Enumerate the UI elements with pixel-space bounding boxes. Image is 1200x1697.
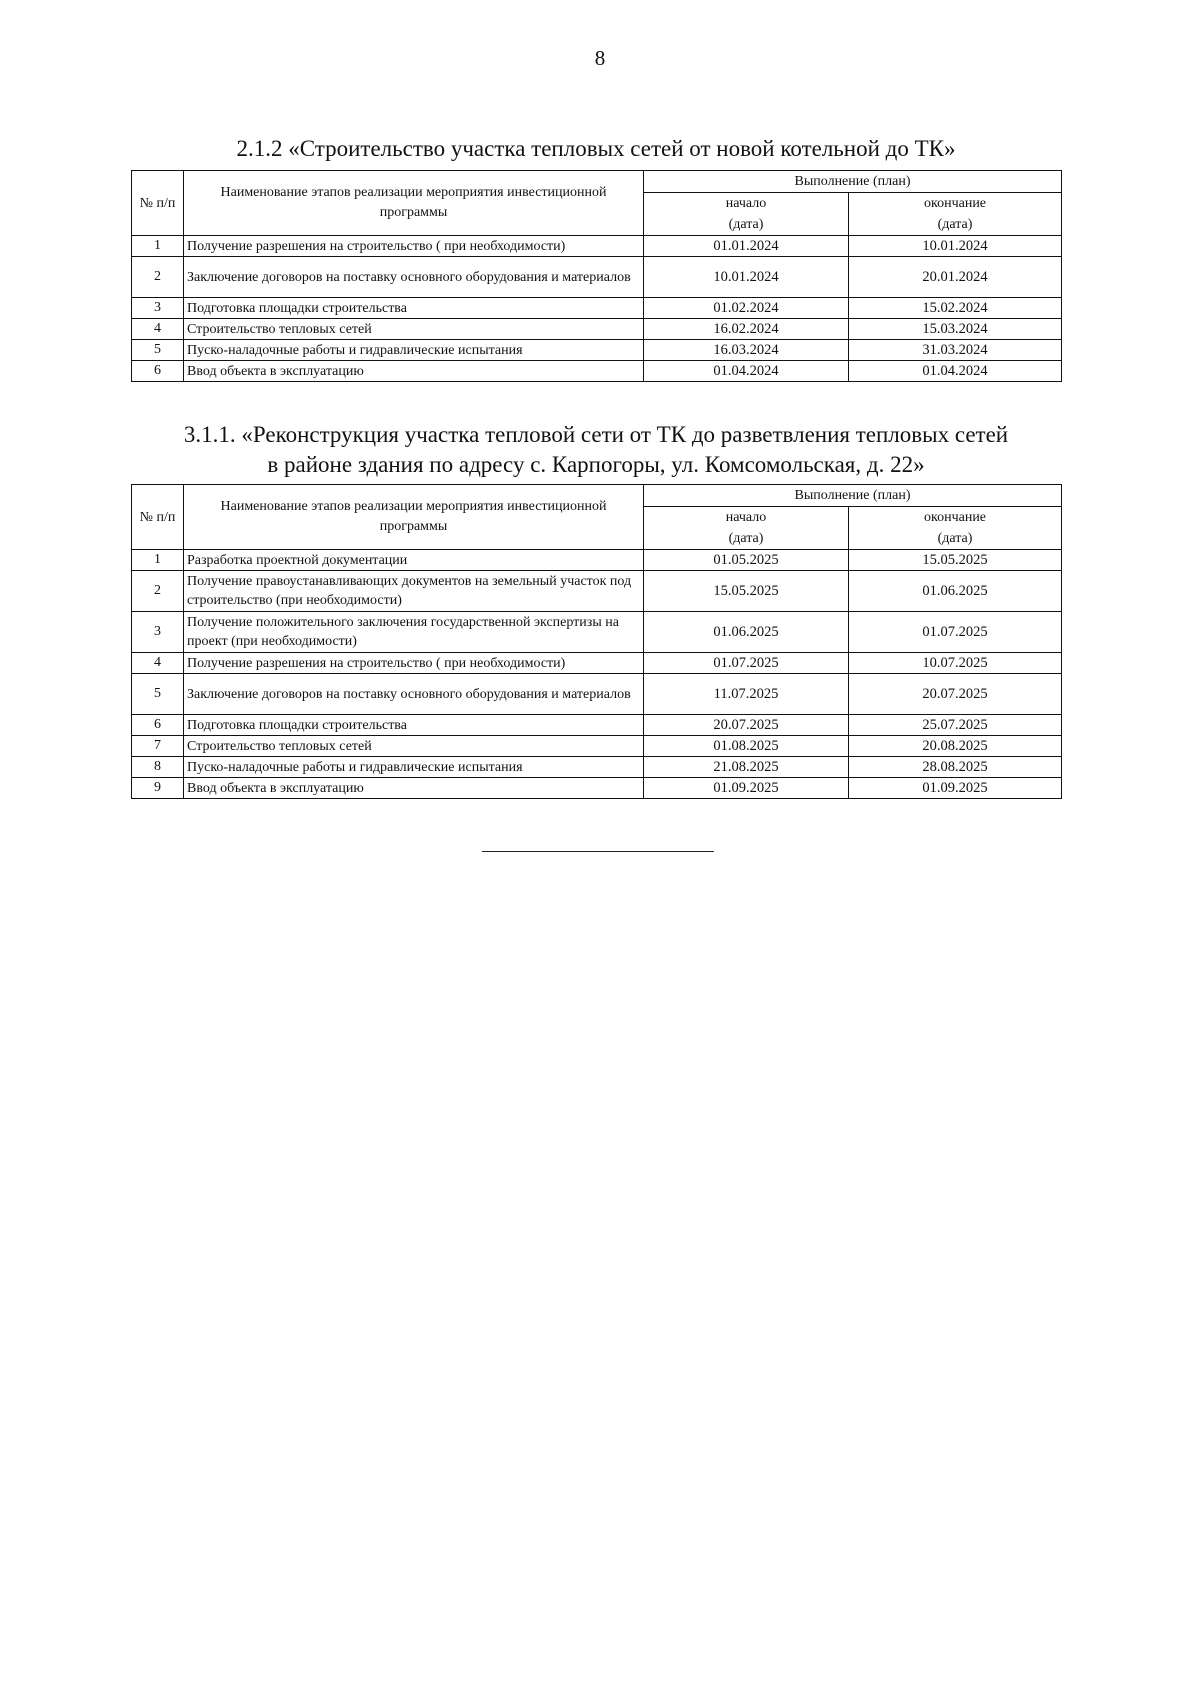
- row-num: 2: [132, 571, 184, 612]
- row-stage-name: Получение разрешения на строительство ( при необходимости): [184, 236, 644, 257]
- row-stage-name: Заключение договоров на поставку основного оборудования и материалов: [184, 257, 644, 298]
- row-num: 2: [132, 257, 184, 298]
- row-stage-name: Ввод объекта в эксплуатацию: [184, 778, 644, 799]
- row-end-date: 01.07.2025: [849, 612, 1062, 653]
- table-row: [132, 653, 1062, 674]
- header-start-label: начало: [725, 510, 767, 525]
- table-row: [132, 612, 1062, 653]
- row-num: 1: [132, 236, 184, 257]
- row-stage-name: Заключение договоров на поставку основного оборудования и материалов: [184, 674, 644, 715]
- row-start-date: 01.06.2025: [644, 612, 849, 653]
- row-num: 3: [132, 612, 184, 653]
- table-row: [132, 715, 1062, 736]
- header-execution: Выполнение (план): [644, 485, 1062, 507]
- row-end-date: 15.03.2024: [849, 319, 1062, 340]
- header-execution: Выполнение (план): [644, 171, 1062, 193]
- row-stage-name: Подготовка площадки строительства: [184, 298, 644, 319]
- row-end-date: 15.05.2025: [849, 550, 1062, 571]
- row-end-date: 20.08.2025: [849, 736, 1062, 757]
- row-end-date: 25.07.2025: [849, 715, 1062, 736]
- row-start-date: 20.07.2025: [644, 715, 849, 736]
- header-num: № п/п: [132, 485, 184, 550]
- header-end: [849, 507, 1062, 550]
- row-stage-name: Пуско-наладочные работы и гидравлические испытания: [184, 757, 644, 778]
- page-number: 8: [594, 46, 606, 70]
- header-end-sub: (дата): [937, 531, 973, 546]
- schedule-table-2-1-2: [131, 170, 1062, 382]
- end-separator-line: [482, 851, 714, 852]
- table-row: [132, 674, 1062, 715]
- section-title-line: 2.1.2 «Строительство участка тепловых сетей от новой котельной до ТК»: [236, 136, 956, 161]
- row-num: 3: [132, 298, 184, 319]
- section-title-line: 3.1.1. «Реконструкция участка тепловой сети от ТК до разветвления тепловых сетей: [183, 422, 1009, 447]
- row-end-date: 20.01.2024: [849, 257, 1062, 298]
- row-num: 5: [132, 340, 184, 361]
- row-start-date: 16.03.2024: [644, 340, 849, 361]
- row-start-date: 01.04.2024: [644, 361, 849, 382]
- row-stage-name: Пуско-наладочные работы и гидравлические испытания: [184, 340, 644, 361]
- table-row: [132, 257, 1062, 298]
- row-stage-name: Ввод объекта в эксплуатацию: [184, 361, 644, 382]
- row-start-date: 21.08.2025: [644, 757, 849, 778]
- header-start-sub: (дата): [728, 531, 764, 546]
- header-end-label: окончание: [923, 510, 987, 525]
- row-start-date: 16.02.2024: [644, 319, 849, 340]
- table-row: [132, 778, 1062, 799]
- row-stage-name: Получение правоустанавливающих документов на земельный участок под строительство (при необходимости): [184, 571, 644, 612]
- row-num: 8: [132, 757, 184, 778]
- header-stage-name: Наименование этапов реализации мероприятия инвестиционной программы: [184, 485, 644, 550]
- row-num: 7: [132, 736, 184, 757]
- row-stage-name: Строительство тепловых сетей: [184, 736, 644, 757]
- row-start-date: 01.05.2025: [644, 550, 849, 571]
- row-end-date: 01.09.2025: [849, 778, 1062, 799]
- row-start-date: 15.05.2025: [644, 571, 849, 612]
- row-end-date: 01.04.2024: [849, 361, 1062, 382]
- table-row: [132, 236, 1062, 257]
- row-num: 6: [132, 715, 184, 736]
- table-row: [132, 298, 1062, 319]
- table-row: [132, 361, 1062, 382]
- row-stage-name: Разработка проектной документации: [184, 550, 644, 571]
- row-end-date: 15.02.2024: [849, 298, 1062, 319]
- row-num: 9: [132, 778, 184, 799]
- row-start-date: 11.07.2025: [644, 674, 849, 715]
- row-end-date: 20.07.2025: [849, 674, 1062, 715]
- row-start-date: 01.09.2025: [644, 778, 849, 799]
- row-stage-name: Строительство тепловых сетей: [184, 319, 644, 340]
- table-row: [132, 757, 1062, 778]
- row-num: 4: [132, 653, 184, 674]
- row-stage-name: Подготовка площадки строительства: [184, 715, 644, 736]
- header-start-sub: (дата): [728, 217, 764, 232]
- row-end-date: 28.08.2025: [849, 757, 1062, 778]
- header-end: [849, 193, 1062, 236]
- row-end-date: 10.01.2024: [849, 236, 1062, 257]
- row-stage-name: Получение положительного заключения государственной экспертизы на проект (при необходимости): [184, 612, 644, 653]
- table-row: [132, 340, 1062, 361]
- table-row: [132, 319, 1062, 340]
- row-num: 5: [132, 674, 184, 715]
- row-end-date: 31.03.2024: [849, 340, 1062, 361]
- row-start-date: 10.01.2024: [644, 257, 849, 298]
- header-end-label: окончание: [923, 196, 987, 211]
- header-start: [644, 193, 849, 236]
- row-start-date: 01.07.2025: [644, 653, 849, 674]
- section-title-2-1-2: [130, 134, 1062, 164]
- section-title-3-1-1: [130, 420, 1062, 480]
- row-start-date: 01.02.2024: [644, 298, 849, 319]
- row-end-date: 01.06.2025: [849, 571, 1062, 612]
- section-title-line: в районе здания по адресу с. Карпогоры, ул. Комсомольская, д. 22»: [267, 452, 925, 477]
- row-start-date: 01.01.2024: [644, 236, 849, 257]
- schedule-table-3-1-1: [131, 484, 1062, 799]
- table-row: [132, 550, 1062, 571]
- table-row: [132, 571, 1062, 612]
- row-num: 4: [132, 319, 184, 340]
- header-start: [644, 507, 849, 550]
- row-num: 6: [132, 361, 184, 382]
- header-start-label: начало: [725, 196, 767, 211]
- header-num: № п/п: [132, 171, 184, 236]
- header-stage-name: Наименование этапов реализации мероприятия инвестиционной программы: [184, 171, 644, 236]
- row-end-date: 10.07.2025: [849, 653, 1062, 674]
- row-stage-name: Получение разрешения на строительство ( при необходимости): [184, 653, 644, 674]
- table-row: [132, 736, 1062, 757]
- row-start-date: 01.08.2025: [644, 736, 849, 757]
- header-end-sub: (дата): [937, 217, 973, 232]
- row-num: 1: [132, 550, 184, 571]
